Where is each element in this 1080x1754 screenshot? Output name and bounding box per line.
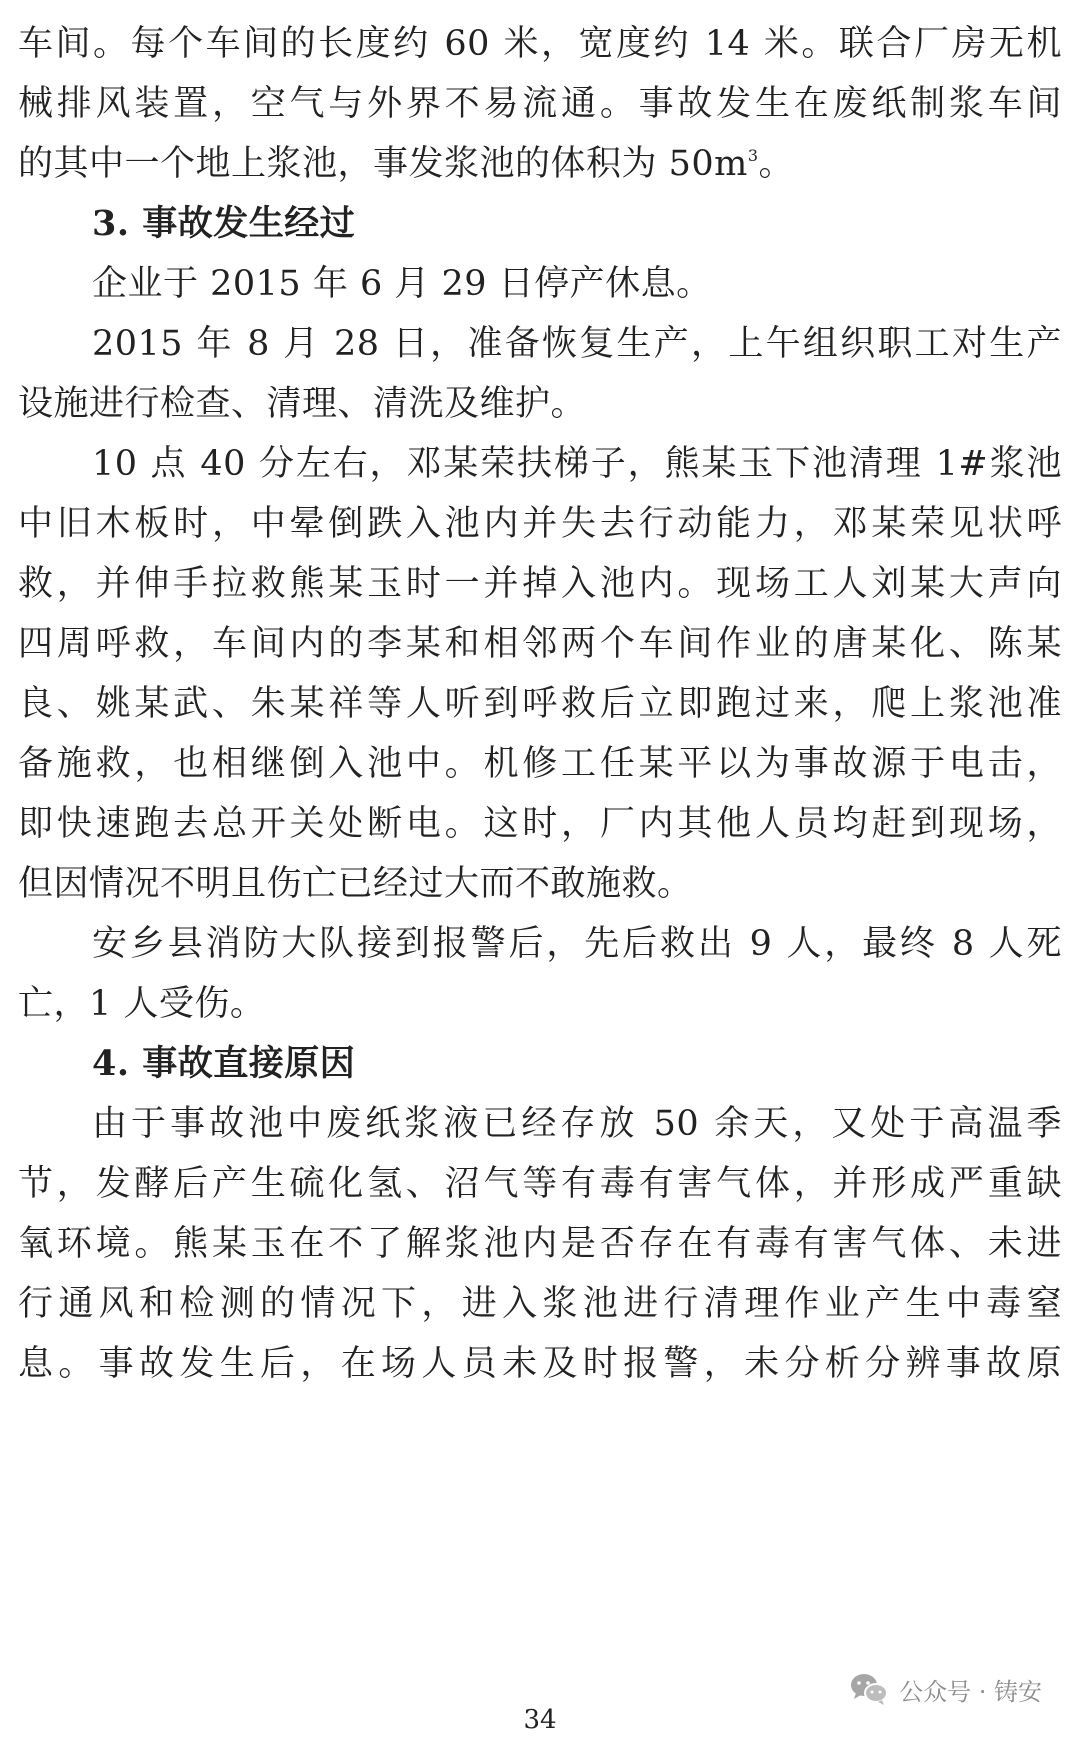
watermark-text: 公众号 · 铸安 bbox=[899, 1677, 1042, 1706]
body-line-7: 设施进行检查、清理、清洗及维护。 bbox=[18, 384, 587, 424]
body-line-15: 但因情况不明且伤亡已经过大而不敢施救。 bbox=[18, 864, 693, 904]
body-line-16: 安乡县消防大队接到报警后，先后救出 9 人，最终 8 人死 bbox=[92, 924, 1062, 964]
body-line-1: 车间。每个车间的长度约 60 米，宽度约 14 米。联合厂房无机 bbox=[18, 24, 1062, 64]
body-line-13: 备施救，也相继倒入池中。机修工任某平以为事故源于电击， bbox=[18, 744, 1062, 784]
page-number: 34 bbox=[523, 1705, 557, 1735]
body-line-19: 由于事故池中废纸浆液已经存放 50 余天，又处于高温季 bbox=[92, 1104, 1062, 1144]
volume-period: 。 bbox=[758, 144, 795, 184]
section-heading-3: 3. 事故发生经过 bbox=[92, 203, 356, 244]
body-line-21: 氧环境。熊某玉在不了解浆池内是否存在有毒有害气体、未进 bbox=[18, 1224, 1062, 1264]
volume-text: 的其中一个地上浆池，事发浆池的体积为 50m bbox=[18, 144, 748, 184]
body-line-11: 四周呼救，车间内的李某和相邻两个车间作业的唐某化、陈某 bbox=[18, 624, 1062, 664]
body-line-14: 即快速跑去总开关处断电。这时，厂内其他人员均赶到现场， bbox=[18, 804, 1062, 844]
volume-superscript: 3 bbox=[747, 146, 759, 165]
body-line-3 bbox=[18, 134, 1062, 194]
body-line-22: 行通风和检测的情况下，进入浆池进行清理作业产生中毒窒 bbox=[18, 1284, 1062, 1324]
body-line-2: 械排风装置，空气与外界不易流通。事故发生在废纸制浆车间 bbox=[18, 84, 1062, 124]
body-line-12: 良、姚某武、朱某祥等人听到呼救后立即跑过来，爬上浆池准 bbox=[18, 684, 1062, 724]
body-line-17: 亡，1 人受伤。 bbox=[18, 984, 266, 1024]
body-line-8: 10 点 40 分左右，邓某荣扶梯子，熊某玉下池清理 1#浆池 bbox=[92, 444, 1062, 484]
body-line-9: 中旧木板时，中晕倒跌入池内并失去行动能力，邓某荣见状呼 bbox=[18, 504, 1062, 544]
body-line-23: 息。事故发生后，在场人员未及时报警，未分析分辨事故原 bbox=[18, 1344, 1062, 1384]
section-heading-4: 4. 事故直接原因 bbox=[92, 1043, 356, 1084]
body-line-20: 节，发酵后产生硫化氢、沼气等有毒有害气体，并形成严重缺 bbox=[18, 1164, 1062, 1204]
body-line-5: 企业于 2015 年 6 月 29 日停产休息。 bbox=[92, 264, 712, 304]
body-line-6: 2015 年 8 月 28 日，准备恢复生产，上午组织职工对生产 bbox=[92, 324, 1062, 364]
body-line-10: 救，并伸手拉救熊某玉时一并掉入池内。现场工人刘某大声向 bbox=[18, 564, 1062, 604]
